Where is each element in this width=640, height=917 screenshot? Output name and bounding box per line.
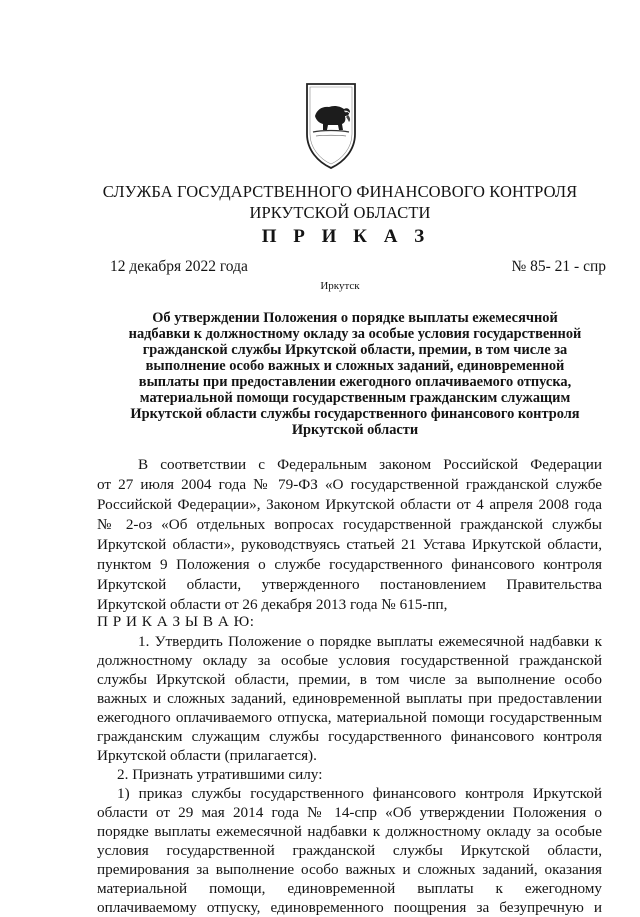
- body-line: 1) приказ службы государственного финансового контроля Иркутской: [117, 785, 602, 802]
- subject-line: надбавки к должностному окладу за особые условия государственной: [128, 326, 582, 342]
- subject-line: Иркутской области: [291, 422, 419, 438]
- body-line: от 27 июля 2004 года № 79-ФЗ «О государственной гражданской службе: [97, 476, 602, 493]
- body-line: области от 29 мая 2014 года № 14-спр «Об утверждении Положения о: [97, 804, 602, 821]
- body-line: Российской Федерации», Законом Иркутской области от 4 апреля 2008 года: [97, 496, 602, 513]
- subject-line: материальной помощи государственным гражданским служащим: [139, 390, 571, 406]
- body-line: 2. Признать утратившими силу:: [117, 766, 323, 783]
- subject-line: гражданской службы Иркутской области, премии, в том числе за: [142, 342, 568, 358]
- body-line: премирования за выполнение особо важных и сложных заданий, оказания: [97, 861, 602, 878]
- body-line: службы Иркутской области, премии, в том числе за выполнение особо: [97, 671, 602, 688]
- body-line: Иркутской области от 26 декабря 2013 года № 615-пп,: [97, 596, 448, 613]
- body-line: ежегодного оплачиваемого отпуска, материальной помощи государственным: [97, 709, 602, 726]
- agency-name-line1: СЛУЖБА ГОСУДАРСТВЕННОГО ФИНАНСОВОГО КОНТРОЛЯ: [102, 182, 578, 201]
- body-line: В соответствии с Федеральным законом Российской Федерации: [138, 456, 602, 473]
- body-line: Иркутской области», руководствуясь статьей 21 Устава Иркутской области,: [97, 536, 602, 553]
- body-line: гражданским служащим службы государственного финансового контроля: [97, 728, 602, 745]
- body-line: должностному окладу за особые условия государственной гражданской: [97, 652, 602, 669]
- document-type-title: П Р И К А З: [261, 226, 431, 247]
- body-line: Иркутской области (прилагается).: [97, 747, 317, 764]
- subject-line: Иркутской области службы государственного финансового контроля: [130, 406, 580, 422]
- subject-line: Об утверждении Положения о порядке выплаты ежемесячной: [152, 310, 558, 326]
- body-line: оплачиваемому отпуску, единовременного поощрения за безупречную и: [97, 899, 602, 916]
- document-date: 12 декабря 2022 года: [110, 258, 248, 275]
- agency-name-line2: ИРКУТСКОЙ ОБЛАСТИ: [249, 203, 431, 222]
- document-city: Иркутск: [320, 280, 360, 292]
- body-line: 1. Утвердить Положение о порядке выплаты ежемесячной надбавки к: [138, 633, 602, 650]
- body-line: материальной помощи, единовременной выплаты к ежегодному: [97, 880, 602, 897]
- body-line: Иркутской области, утвержденного постановлением Правительства: [97, 576, 602, 593]
- order-directive: П Р И К А З Ы В А Ю:: [97, 613, 255, 630]
- body-line: № 2-оз «Об отдельных вопросах государственной гражданской службы: [97, 516, 602, 533]
- coat-of-arms-icon: [304, 80, 358, 170]
- body-line: порядке выплаты ежемесячной надбавки к должностному окладу за особые: [97, 823, 602, 840]
- body-line: важных и сложных заданий, единовременной выплаты при предоставлении: [97, 690, 602, 707]
- subject-line: выполнение особо важных и сложных заданий, единовременной: [145, 358, 565, 374]
- subject-line: выплаты при предоставлении ежегодного оплачиваемого отпуска,: [138, 374, 572, 390]
- document-number: № 85- 21 - спр: [511, 258, 606, 275]
- body-line: пунктом 9 Положения о службе государственного финансового контроля: [97, 556, 602, 573]
- body-line: условия государственной гражданской службы Иркутской области,: [97, 842, 602, 859]
